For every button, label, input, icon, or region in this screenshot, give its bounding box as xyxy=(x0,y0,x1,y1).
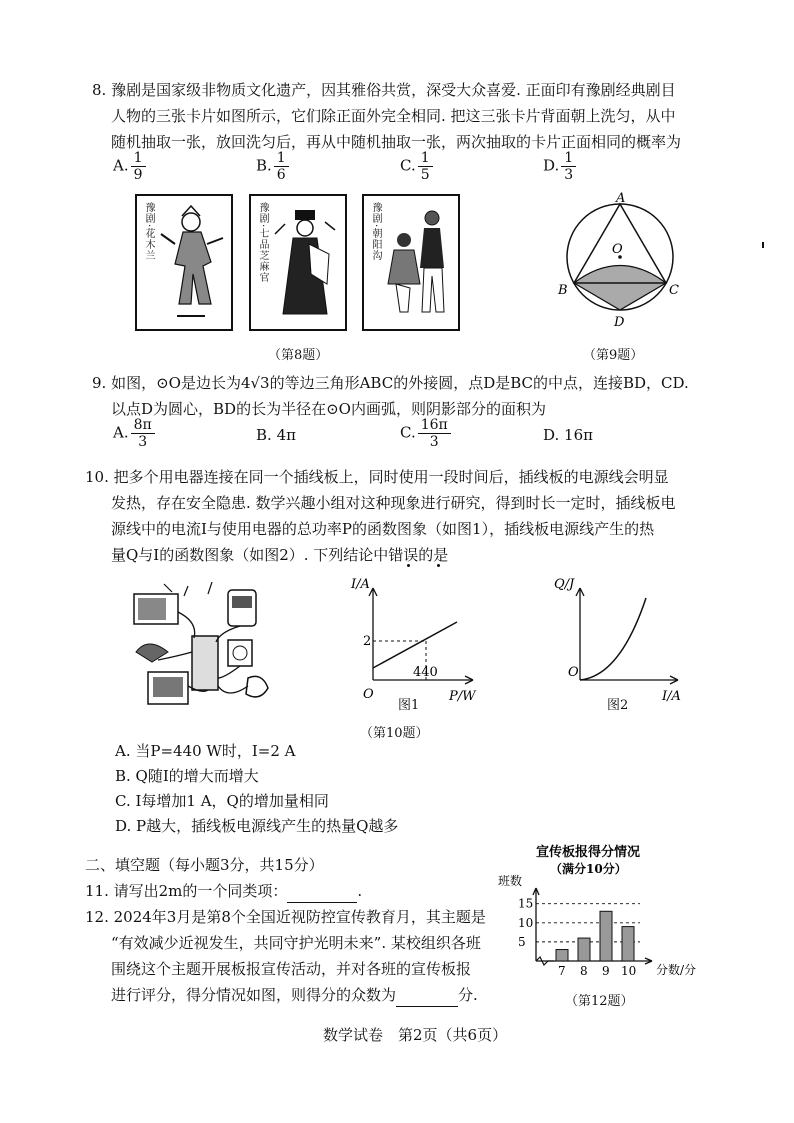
card-qipin-zhimaguan xyxy=(249,194,347,331)
q9-line1: 9. 如图，⊙O是边长为4√3的等边三角形ABC的外接圆，点D是BC的中点，连接BD，CD. xyxy=(92,374,689,392)
q8-option-d: D. $\frac{1}{3}$ xyxy=(543,150,578,183)
label-d: D xyxy=(614,315,625,330)
bar xyxy=(622,927,634,961)
q9-option-a: A. $\frac{8\pi}{3}$ xyxy=(113,417,157,450)
fig1-ytick: 2 xyxy=(363,634,372,649)
q10-line3: 源线中的电流I与使用电器的总功率P的函数图象（如图1），插线板电源线产生的热 xyxy=(111,520,655,538)
q12-line1: 12. 2024年3月是第8个全国近视防控宣传教育月，其主题是 xyxy=(85,908,486,926)
q10-caption: （第10题） xyxy=(360,726,429,741)
fig2-ylabel: Q/J xyxy=(554,577,575,592)
bar xyxy=(600,911,612,961)
q8-option-c: C. $\frac{1}{5}$ xyxy=(400,150,435,183)
card-hua-mulan xyxy=(135,194,233,331)
opera-figure-image xyxy=(380,204,456,324)
emphasis-dot xyxy=(407,564,410,567)
q10-line2: 发热，存在安全隐患. 数学兴趣小组对这种现象进行研究，得到时长一定时，插线板电 xyxy=(111,494,676,512)
fig1-ylabel: I/A xyxy=(351,577,370,592)
q8-option-b: B. $\frac{1}{6}$ xyxy=(256,150,291,183)
q12-line2: “有效减少近视发生，共同守护光明未来”. 某校组织各班 xyxy=(111,934,481,952)
q8-line3: 随机抽取一张，放回洗匀后，再从中随机抽取一张，两次抽取的卡片正面相同的概率为 xyxy=(111,133,682,151)
q9-option-b: B. 4π xyxy=(256,426,296,444)
q8-caption: （第8题） xyxy=(268,348,329,363)
x-tick-label: 7 xyxy=(558,964,566,978)
chart-subtitle: （满分10分） xyxy=(550,862,627,876)
page-footer: 数学试卷 第2页（共6页） xyxy=(323,1026,508,1044)
label-b: B xyxy=(558,283,568,298)
card-label: 豫剧·七品芝麻官 xyxy=(257,202,268,284)
shaded-region xyxy=(574,266,666,311)
q10-fig2-graph xyxy=(550,576,690,704)
q9-line2: 以点D为圆心，BD的长为半径在⊙O内画弧，则阴影部分的面积为 xyxy=(111,400,546,418)
q10-line1: 10. 把多个用电器连接在同一个插线板上，同时使用一段时间后，插线板的电源线会明显 xyxy=(85,468,669,486)
q11-line: 11. 请写出2m的一个同类项： . xyxy=(85,880,362,903)
q8-option-a: A. $\frac{1}{9}$ xyxy=(113,150,148,183)
fig1-xtick: 440 xyxy=(413,665,438,680)
fig2-origin: O xyxy=(568,665,579,680)
y-tick-label: 15 xyxy=(518,896,534,911)
opera-figure-image xyxy=(155,204,227,324)
appliances-illustration xyxy=(128,582,278,712)
q8-line2: 人物的三张卡片如图所示，它们除正面外完全相同. 把这三张卡片背面朝上洗匀，从中 xyxy=(111,107,676,125)
emphasis-dot xyxy=(437,564,440,567)
q10-option-c: C. I每增加1 A，Q的增加量相同 xyxy=(115,792,329,810)
x-tick-label: 8 xyxy=(580,964,588,978)
fig2-caption: 图2 xyxy=(607,698,629,713)
q12-answer-blank xyxy=(396,984,458,1007)
q12-line3: 围绕这个主题开展板报宣传活动，并对各班的宣传板报 xyxy=(111,960,472,978)
q11-answer-blank xyxy=(287,880,357,903)
label-a: A xyxy=(616,191,626,206)
label-o: O xyxy=(612,242,623,257)
card-label: 豫剧·朝阳沟 xyxy=(370,202,381,262)
label-c: C xyxy=(669,283,679,298)
opera-figure-image xyxy=(269,204,341,324)
q9-option-c: C. $\frac{16\pi}{3}$ xyxy=(400,417,453,450)
q10-option-b: B. Q随I的增大而增大 xyxy=(115,767,259,785)
line-i-vs-p xyxy=(373,622,457,668)
q10-option-d: D. P越大，插线板电源线产生的热量Q越多 xyxy=(115,817,399,835)
scan-mark xyxy=(762,242,764,248)
q10-line4: 量Q与I的函数图象（如图2）. 下列结论中错误的是 xyxy=(111,546,449,564)
section2-title: 二、填空题（每小题3分，共15分） xyxy=(85,856,324,874)
bar xyxy=(578,938,590,961)
q8-line1: 8. 豫剧是国家级非物质文化遗产，因其雅俗共赏，深受大众喜爱. 正面印有豫剧经典剧目 xyxy=(92,81,676,99)
y-tick-label: 10 xyxy=(518,915,534,930)
q12-caption: （第12题） xyxy=(565,994,634,1009)
chart-xlabel: 分数/分 xyxy=(656,963,697,977)
x-tick-label: 10 xyxy=(621,964,637,978)
card-label: 豫剧·花木兰 xyxy=(143,202,154,262)
curve-q-vs-i xyxy=(580,598,646,680)
q10-fig1-graph xyxy=(345,576,485,704)
q9-option-d: D. 16π xyxy=(543,426,593,444)
fig1-xlabel: P/W xyxy=(449,689,476,704)
chart-title: 宣传板报得分情况 xyxy=(536,845,641,860)
q12-bar-chart xyxy=(492,838,702,1008)
q9-caption: （第9题） xyxy=(583,348,644,363)
q10-option-a: A. 当P=440 W时，I=2 A xyxy=(115,742,296,760)
q9-figure xyxy=(550,190,690,330)
y-tick-label: 5 xyxy=(518,934,526,949)
card-chaoyanggou xyxy=(362,194,460,331)
chart-ylabel: 班数 xyxy=(498,874,523,888)
fig1-origin: O xyxy=(363,687,374,702)
fig2-xlabel: I/A xyxy=(662,689,681,704)
q12-line4: 进行评分，得分情况如图，则得分的众数为 分. xyxy=(111,984,478,1007)
x-tick-label: 9 xyxy=(602,964,610,978)
bar xyxy=(556,950,568,961)
fig1-caption: 图1 xyxy=(398,698,420,713)
